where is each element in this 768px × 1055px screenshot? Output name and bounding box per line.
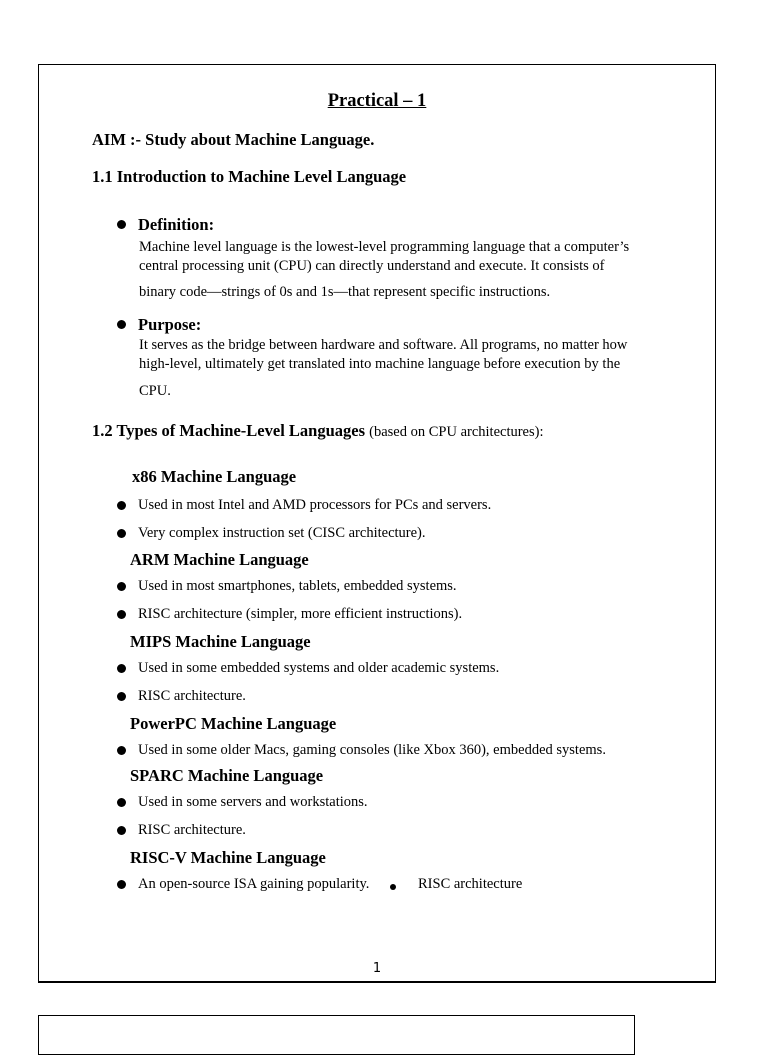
list-item: Used in some servers and workstations. [138,794,368,810]
bullet-icon [117,880,126,889]
bullet-icon [117,220,126,229]
page-title: Practical – 1 [327,91,427,111]
list-item: RISC architecture. [138,688,246,704]
definition-line: central processing unit (CPU) can directly understand and execute. It consists of [139,258,605,274]
list-item: Used in most smartphones, tablets, embedded systems. [138,578,457,594]
bullet-icon [117,529,126,538]
definition-label: Definition: [138,215,215,234]
list-item: RISC architecture. [138,822,246,838]
bullet-icon [390,884,396,890]
type-heading: ARM Machine Language [130,550,309,569]
list-item: Very complex instruction set (CISC architecture). [138,525,426,541]
type-heading: RISC-V Machine Language [130,848,326,867]
bullet-icon [117,610,126,619]
page-number: 1 [372,961,382,976]
list-item: RISC architecture [418,876,523,892]
list-item: Used in some older Macs, gaming consoles (like Xbox 360), embedded systems. [138,742,606,758]
aim-heading: AIM :- Study about Machine Language. [92,130,375,149]
next-page-edge [38,1015,635,1055]
bullet-icon [117,798,126,807]
section-2-note: (based on CPU architectures): [369,424,544,440]
type-heading: MIPS Machine Language [130,632,311,651]
section-2-title: 1.2 Types of Machine-Level Languages [92,421,366,440]
type-heading: PowerPC Machine Language [130,714,337,733]
document-page [38,64,716,983]
list-item: RISC architecture (simpler, more efficient instructions). [138,606,463,622]
purpose-line: It serves as the bridge between hardware and software. All programs, no matter how [139,337,628,353]
list-item: Used in some embedded systems and older academic systems. [138,660,500,676]
bullet-icon [117,746,126,755]
list-item: Used in most Intel and AMD processors for PCs and servers. [138,497,492,513]
purpose-line: CPU. [139,383,171,399]
bullet-icon [117,501,126,510]
bullet-icon [117,582,126,591]
definition-line: binary code—strings of 0s and 1s—that represent specific instructions. [139,284,551,300]
list-item: An open-source ISA gaining popularity. [138,876,370,892]
section-2-heading [92,421,544,441]
section-1-heading: 1.1 Introduction to Machine Level Language [92,167,407,186]
bullet-icon [117,664,126,673]
bullet-icon [117,320,126,329]
bullet-icon [117,692,126,701]
definition-line: Machine level language is the lowest-level programming language that a computer’s [139,239,630,255]
purpose-label: Purpose: [138,315,202,334]
type-heading: SPARC Machine Language [130,766,324,785]
bullet-icon [117,826,126,835]
type-heading: x86 Machine Language [132,467,297,486]
purpose-line: high-level, ultimately get translated into machine language before execution by the [139,356,621,372]
